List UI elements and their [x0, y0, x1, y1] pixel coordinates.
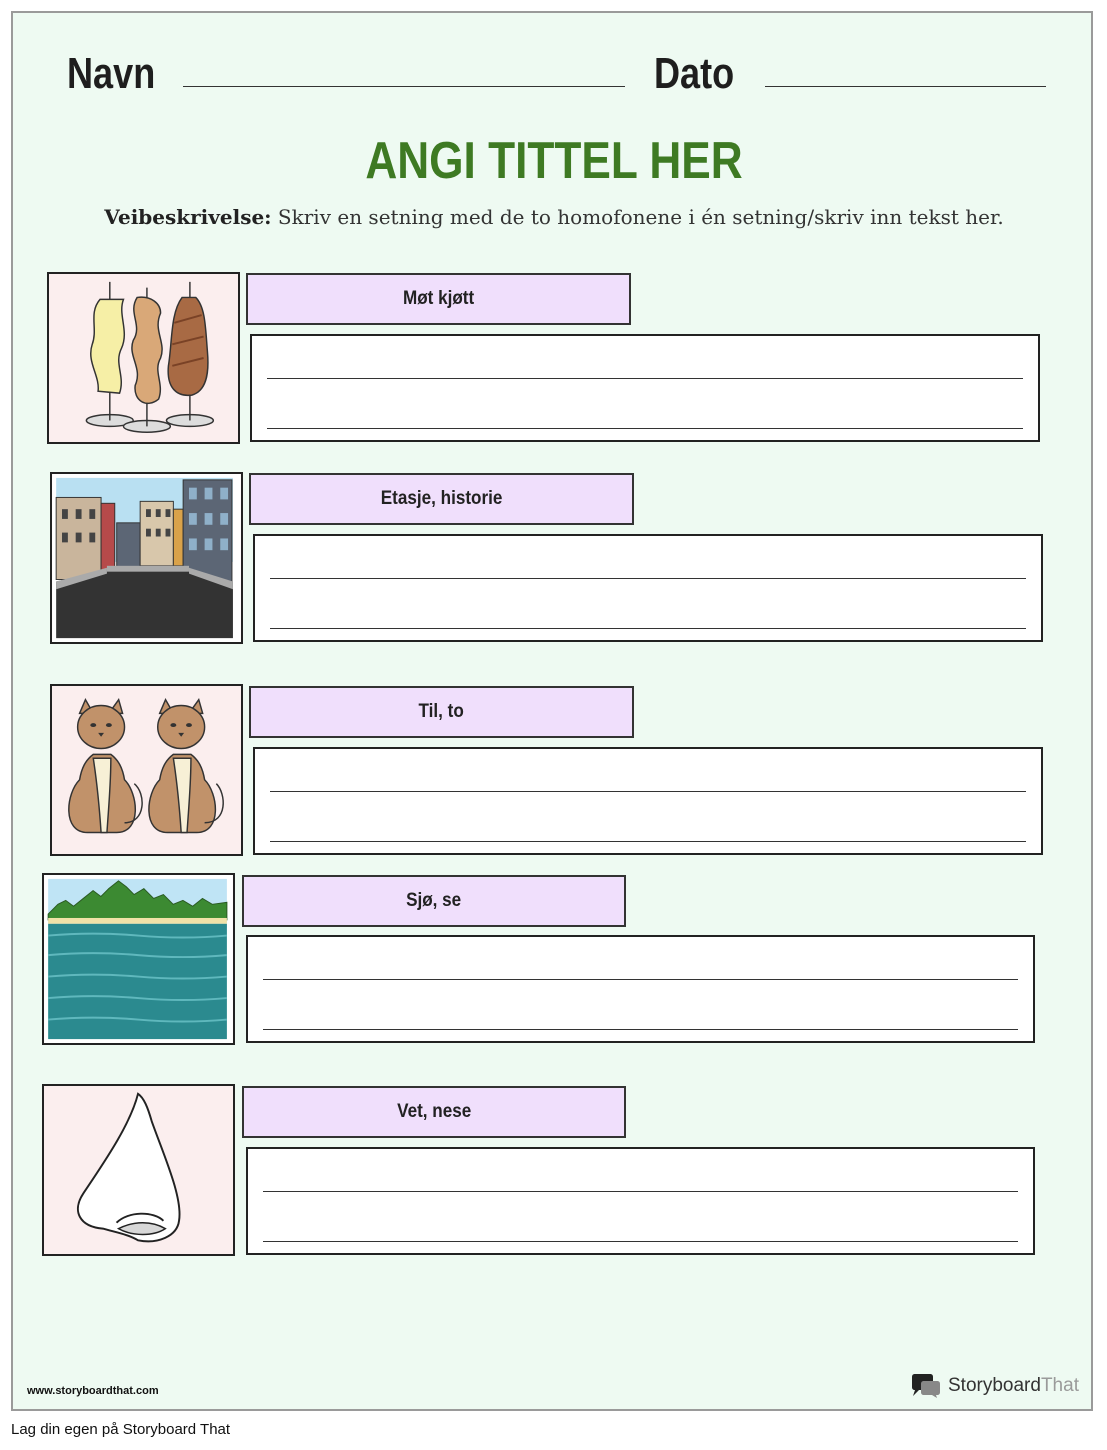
answer-line — [270, 628, 1026, 629]
homophone-words: Møt kjøtt — [402, 288, 475, 309]
city-street-icon — [50, 472, 243, 644]
answer-line — [263, 979, 1018, 980]
answer-line — [270, 578, 1026, 579]
homophone-box — [249, 473, 634, 525]
speech-bubble-icon — [910, 1373, 942, 1399]
date-label: Dato — [654, 49, 735, 98]
answer-box[interactable] — [253, 534, 1043, 642]
answer-line — [263, 1191, 1018, 1192]
two-cats-icon — [50, 684, 243, 856]
answer-box[interactable] — [246, 935, 1035, 1043]
instructions-label: Veibeskrivelse: — [104, 205, 272, 229]
storyboardthat-logo[interactable] — [910, 1373, 1079, 1399]
answer-box[interactable] — [250, 334, 1040, 442]
answer-box[interactable] — [253, 747, 1043, 855]
brand-light: That — [1040, 1375, 1079, 1396]
sea-island-icon — [42, 873, 235, 1045]
nose-icon — [42, 1084, 235, 1256]
date-field-line[interactable] — [765, 86, 1046, 87]
homophone-box — [242, 1086, 626, 1138]
homophone-box — [242, 875, 626, 927]
answer-line — [267, 428, 1023, 429]
meat-skewers-icon — [47, 272, 240, 444]
name-field-line[interactable] — [183, 86, 625, 87]
brand-name — [948, 1375, 1079, 1397]
answer-line — [263, 1029, 1018, 1030]
homophone-words: Sjø, se — [406, 890, 462, 911]
answer-line — [267, 378, 1023, 379]
answer-box[interactable] — [246, 1147, 1035, 1255]
page-caption[interactable]: Lag din egen på Storyboard That — [11, 1421, 231, 1438]
footer-url[interactable]: www.storyboardthat.com — [27, 1385, 159, 1397]
answer-line — [270, 841, 1026, 842]
instructions-text: Skriv en setning med de to homofonene i én setning/skriv inn tekst her. — [271, 205, 1004, 229]
answer-line — [263, 1241, 1018, 1242]
worksheet-title[interactable]: ANGI TITTEL HER — [365, 132, 743, 190]
answer-line — [270, 791, 1026, 792]
homophone-words: Vet, nese — [396, 1101, 472, 1122]
name-label: Navn — [67, 49, 156, 98]
worksheet — [11, 11, 1093, 1411]
homophone-box — [249, 686, 634, 738]
homophone-words: Etasje, historie — [380, 488, 503, 509]
instructions[interactable] — [13, 205, 1095, 229]
homophone-words: Til, to — [418, 701, 465, 722]
brand-main: Storyboard — [948, 1375, 1041, 1396]
homophone-box — [246, 273, 631, 325]
